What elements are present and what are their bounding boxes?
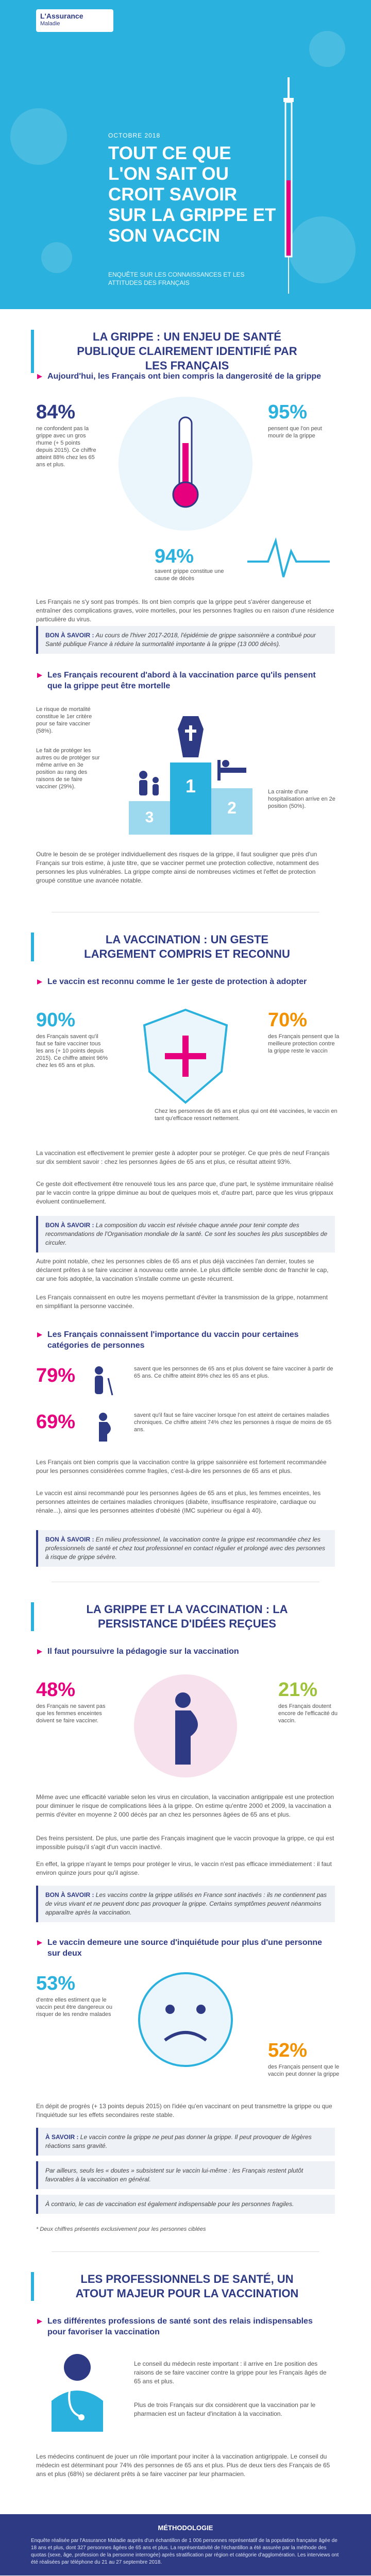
stat-description: La crainte d'une hospitalisation arrive en 2e position (50%). bbox=[268, 789, 335, 809]
note-label: BON À SAVOIR : bbox=[45, 1222, 94, 1229]
stat-description: savent grippe constitue une cause de décès bbox=[155, 568, 224, 582]
section-question: Le vaccin est reconnu comme le 1er geste de protection à adopter bbox=[36, 976, 325, 987]
stat-percent: 84% bbox=[36, 401, 76, 423]
section-question: Le vaccin demeure une source d'inquiétude pour plus d'une personne sur deux bbox=[36, 1937, 325, 1959]
elderly-person-icon bbox=[88, 1365, 124, 1396]
paragraph: Ce geste doit effectivement être renouvelé tous les ans parce que, d'une part, le système immunitaire réalisé par le vaccin contre la grippe diminue au bout de quelques mois et, d'autre part, parce que les virus grippaux évoluent continuellement. bbox=[36, 1180, 334, 1205]
coffin-icon bbox=[175, 716, 206, 757]
worried-face-icon bbox=[134, 1968, 237, 2071]
note-label: BON À SAVOIR : bbox=[45, 1891, 94, 1899]
note-text: À contrario, le cas de vaccination est également indispensable pour les personnes fragiles. bbox=[45, 2200, 294, 2208]
section-divider bbox=[52, 2251, 319, 2252]
stat-percent: 90% bbox=[36, 1009, 76, 1031]
thermometer-icon bbox=[149, 412, 222, 515]
note-label: À SAVOIR : bbox=[45, 2133, 79, 2141]
stat-percent: 48% bbox=[36, 1679, 76, 1701]
hero-banner bbox=[0, 0, 371, 309]
paragraph: Le vaccin est ainsi recommandé pour les personnes âgées de 65 ans et plus, les femmes enceintes, les personnes atteintes de certaines maladies chroniques (diabète, insuffisance respiratoire, cardiaque ou rénale...), ainsi que les personnes atteintes d'obésité (IMC supérieur ou égal à 40). bbox=[36, 1489, 321, 1514]
stat-percent: 52% bbox=[268, 2040, 308, 2061]
podium-rank: 1 bbox=[185, 775, 196, 796]
paragraph: Des freins persistent. De plus, une partie des Français imaginent que le vaccin provoque la grippe, ce qui est impossible puisqu'il s'agit d'un vaccin inactivé. bbox=[36, 1835, 334, 1851]
hospital-bed-icon bbox=[216, 752, 247, 783]
stat-description: des Français doutent encore de l'efficacité du vaccin. bbox=[278, 1703, 338, 1724]
note-text: Par ailleurs, seuls les « doutes » subsistent sur le vaccin lui-même : les Français restent plutôt favorables à la vaccination en général. bbox=[45, 2167, 303, 2183]
methodology-box bbox=[0, 2514, 371, 2575]
methodology-text: Enquête réalisée par l'Assurance Maladie auprès d'un échantillon de 1 006 personnes représentatif de la population française âgée de 18 ans et plus, dont 327 personnes âgées de 65 ans et plus. La représentativité de l'échantillon a été assurée par la méthode des quotas (sexe, âge, profession de la personne interrogée) après stratification par région et catégorie d'agglomération. Les interviews ont été réalisées par téléphone du 21 au 27 septembre 2018. bbox=[31, 2537, 339, 2565]
section-question: Aujourd'hui, les Français ont bien compris la dangerosité de la grippe bbox=[36, 371, 325, 382]
logo-line1: L'Assurance bbox=[40, 12, 83, 20]
stat-description: pensent que l'on peut mourir de la grippe bbox=[268, 426, 322, 439]
logo-line2: Maladie bbox=[40, 21, 60, 27]
note-label: BON À SAVOIR : bbox=[45, 632, 94, 639]
paragraph: La vaccination est effectivement le premier geste à adopter pour se protéger. Ce que près de neuf Français sur dix semblent savoir : chez les personnes âgées de 65 ans et plus, ce résultat atteint 93%. bbox=[36, 1149, 330, 1165]
stat-percent: 69% bbox=[36, 1411, 76, 1433]
family-icon bbox=[134, 768, 165, 799]
info-note bbox=[36, 1886, 335, 1922]
info-note bbox=[36, 2128, 335, 2156]
page-subtitle: ENQUÊTE SUR LES CONNAISSANCES ET LES ATTITUDES DES FRANÇAIS bbox=[108, 271, 245, 286]
stat-percent: 79% bbox=[36, 1365, 76, 1386]
stat-description: des Français savent qu'il faut se faire vacciner tous les ans (+ 10 points depuis 2015). Ce chiffre atteint 96% chez les 65 ans et plus. bbox=[36, 1033, 108, 1069]
note-text: Les vaccins contre la grippe utilisés en France sont inactivés : ils ne contiennent pas de virus vivant et ne peuvent donc pas provoquer la grippe. Certains symptômes peuvent néanmoins apparaître après la vaccination. bbox=[45, 1891, 327, 1916]
paragraph: Les Français ont bien compris que la vaccination contre la grippe saisonnière est fortement recommandée pour les personnes considérées comme fragiles, c'est-à-dire les personnes de 65 ans et plus. bbox=[36, 1459, 327, 1475]
paragraph: Les Français ne s'y sont pas trompés. Ils ont bien compris que la grippe peut s'avérer dangereuse et entraîner des complications graves, voire mortelles, pour les personnes fragiles ou en raison d'une résidence particulière du virus. bbox=[36, 598, 334, 623]
heartbeat-icon bbox=[247, 531, 330, 582]
stat-description: Le fait de protéger les autres ou de protéger sur même arrive en 3e position au rang des raisons de se faire vacciner (29%). bbox=[36, 748, 100, 790]
info-note bbox=[36, 1530, 335, 1567]
virus-icon bbox=[10, 108, 67, 165]
paragraph: Même avec une efficacité variable selon les virus en circulation, la vaccination antigrippale est une protection pour diminuer le risque de complications liées à la grippe. On estime qu'entre 2000 et 2009, la vaccination a permis d'éviter en moyenne 2 000 décès par an chez les personnes âgées de 65 ans et plus. bbox=[36, 1793, 334, 1818]
stat-description: d'entre elles estiment que le vaccin peut être dangereux ou risquer de les rendre malades bbox=[36, 1997, 112, 2018]
stat-description: des Français ne savent pas que les femmes enceintes doivent se faire vacciner. bbox=[36, 1703, 106, 1724]
syringe-icon bbox=[281, 77, 296, 294]
stat-description: Le risque de mortalité constitue le 1er critère pour se faire vacciner (58%). bbox=[36, 706, 92, 734]
note-text: La composition du vaccin est révisée chaque année pour tenir compte des recommandations de l'Organisation mondiale de la santé. Ce sont les souches les plus susceptibles de circuler. bbox=[45, 1222, 328, 1246]
list-item: Plus de trois Français sur dix considèrent que la vaccination par le pharmacien est un facteur d'incitation à la vaccination. bbox=[134, 2401, 316, 2417]
info-note bbox=[36, 2161, 335, 2189]
publication-date: OCTOBRE 2018 bbox=[108, 132, 161, 139]
section-title-grippe: LA GRIPPE : UN ENJEU DE SANTÉ PUBLIQUE CLAIREMENT IDENTIFIÉ PAR LES FRANÇAIS bbox=[31, 330, 340, 373]
paragraph: En dépit de progrès (+ 13 points depuis 2015) on l'idée qu'en vaccinant on peut transmettre la grippe ou que l'inquiétude sur les effets secondaires reste stable. bbox=[36, 2103, 332, 2119]
stat-percent: 94% bbox=[155, 546, 194, 567]
stat-description: des Français pensent que la meilleure protection contre la grippe reste le vaccin bbox=[268, 1033, 340, 1054]
pregnant-woman-icon bbox=[88, 1412, 124, 1443]
paragraph: Les médecins continuent de jouer un rôle important pour inciter à la vaccination antigrippale. Le conseil du médecin est déterminant pour 74% des personnes de 65 ans et plus. Plus de deux tiers des Français de 65 ans et plus (68%) se déclarent prêts à se faire vacciner par leur pharmacien. bbox=[36, 2453, 330, 2478]
note-text: En milieu professionnel, la vaccination contre la grippe est recommandée chez les professionnels de santé et chez tout professionnel en contact régulier et prolongé avec des personnes à risque de grippe sévère. bbox=[45, 1536, 326, 1561]
stat-percent: 95% bbox=[268, 401, 308, 423]
stat-percent: 70% bbox=[268, 1009, 308, 1031]
doctor-icon bbox=[41, 2349, 113, 2432]
list-item: Le conseil du médecin reste important : il arrive en 1re position des raisons de se faire vacciner contre la grippe pour les Français âgés de 65 ans et plus. bbox=[134, 2360, 327, 2385]
section-question: Les Français connaissent l'importance du vaccin pour certaines catégories de personnes bbox=[36, 1329, 325, 1351]
info-note bbox=[36, 2195, 335, 2214]
note-text: Au cours de l'hiver 2017-2018, l'épidémie de grippe saisonnière a contribué pour Santé publique France à réduire la surmortalité importante à la grippe (13 000 décès). bbox=[45, 632, 316, 648]
section-question: Il faut poursuivre la pédagogie sur la vaccination bbox=[36, 1646, 325, 1657]
methodology-title: MÉTHODOLOGIE bbox=[158, 2524, 213, 2532]
virus-icon bbox=[309, 31, 345, 67]
paragraph: Autre point notable, chez les personnes cibles de 65 ans et plus déjà vaccinées l'an dernier, toutes se déclarent prêtes à se faire vacciner à nouveau cette année. Le plus difficile semble donc de franchir le cap, car une fois adoptée, la vaccination s'installe comme un geste récurrent. bbox=[36, 1258, 329, 1282]
stat-description: des Français pensent que le vaccin peut donner la grippe bbox=[268, 2064, 340, 2077]
stat-percent: 21% bbox=[278, 1679, 318, 1701]
stat-percent: 53% bbox=[36, 1973, 76, 1994]
section-title-professionnels: LES PROFESSIONNELS DE SANTÉ, UN ATOUT MAJEUR POUR LA VACCINATION bbox=[31, 2272, 340, 2301]
paragraph: En effet, la grippe n'ayant le temps pour protéger le virus, le vaccin n'est pas efficace immédiatement : il faut environ quinze jours pour qu'il agisse. bbox=[36, 1860, 332, 1876]
note-label: BON À SAVOIR : bbox=[45, 1536, 94, 1543]
info-note bbox=[36, 626, 335, 654]
section-title-vaccination: LA VACCINATION : UN GESTE LARGEMENT COMPRIS ET RECONNU bbox=[31, 933, 340, 961]
section-question: Les Français recourent d'abord à la vaccination parce qu'ils pensent que la grippe peut être mortelle bbox=[36, 670, 325, 691]
paragraph: Outre le besoin de se protéger individuellement des risques de la grippe, il faut souligner que près d'un Français sur trois estime, à juste titre, que se vacciner permet une protection collective, notamment des personnes les plus vulnérables. La grippe compte ainsi de nombreuses victimes et l'effet de protection groupé constitue une avancée notable. bbox=[36, 851, 319, 884]
note-text: Le vaccin contre la grippe ne peut pas donner la grippe. Il peut provoquer de légères réactions sans gravité. bbox=[45, 2133, 312, 2149]
assurance-maladie-logo[interactable] bbox=[36, 9, 113, 32]
stat-description: Chez les personnes de 65 ans et plus qui ont été vaccinées, le vaccin en tant qu'efficace ressort nettement. bbox=[155, 1108, 338, 1122]
footnote: * Deux chiffres présentés exclusivement pour les personnes ciblées bbox=[36, 2226, 206, 2232]
stat-description: savent qu'il faut se faire vacciner lorsque l'on est atteint de certaines maladies chroniques. Ce chiffre atteint 74% chez les personnes à risque de moins de 65 ans. bbox=[134, 1412, 332, 1433]
pregnant-woman-icon bbox=[160, 1690, 211, 1767]
info-note bbox=[36, 1216, 335, 1252]
stat-description: ne confondent pas la grippe avec un gros rhume (+ 5 points depuis 2015). Ce chiffre atteint 88% chez les 65 ans et plus. bbox=[36, 426, 96, 468]
page-title: TOUT CE QUE L'ON SAIT OU CROIT SAVOIR SUR LA GRIPPE ET SON VACCIN bbox=[108, 143, 276, 246]
paragraph: Les Français connaissent en outre les moyens permettant d'éviter la transmission de la grippe, notamment en simplifiant la personne vaccinée. bbox=[36, 1294, 328, 1310]
stat-description: savent que les personnes de 65 ans et plus doivent se faire vacciner à partir de 65 ans. Ce chiffre atteint 89% chez les 65 ans et plus. bbox=[134, 1366, 333, 1379]
virus-icon bbox=[41, 242, 72, 273]
section-title-idees-recues: LA GRIPPE ET LA VACCINATION : LA PERSISTANCE D'IDÉES REÇUES bbox=[31, 1602, 340, 1631]
shield-icon bbox=[129, 1005, 242, 1108]
podium-rank: 3 bbox=[145, 809, 154, 826]
section-question: Les différentes professions de santé sont des relais indispensables pour favoriser la vaccination bbox=[36, 2316, 325, 2337]
virus-icon bbox=[289, 216, 356, 283]
podium-rank: 2 bbox=[227, 799, 237, 817]
